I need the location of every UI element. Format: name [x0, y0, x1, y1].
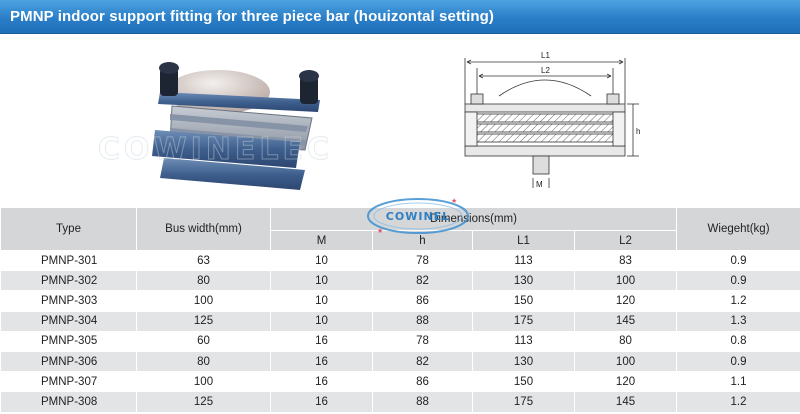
cell-m: 16: [271, 372, 373, 392]
cell-weight: 0.8: [677, 331, 800, 351]
cell-m: 16: [271, 392, 373, 412]
cell-bus-width: 100: [137, 291, 271, 311]
cell-l1: 113: [473, 331, 575, 351]
cell-weight: 0.9: [677, 351, 800, 371]
cell-l2: 80: [575, 331, 677, 351]
table-row: [1, 271, 800, 291]
cell-l2: 100: [575, 271, 677, 291]
header-dimensions: Dimensions(mm): [271, 208, 677, 231]
logo-text: COWINEL: [385, 210, 451, 223]
cell-bus-width: 63: [137, 251, 271, 271]
cell-m: 10: [271, 251, 373, 271]
page-title: PMNP indoor support fitting for three piece bar (houizontal setting): [10, 8, 495, 25]
cell-h: 86: [373, 372, 473, 392]
cell-weight: 1.1: [677, 372, 800, 392]
watermark: COWINELEC: [98, 132, 333, 167]
header-l1: L1: [473, 231, 575, 251]
cell-l2: 100: [575, 351, 677, 371]
table-row: [1, 311, 800, 331]
svg-text:★: ★: [377, 227, 384, 235]
cell-l1: 175: [473, 311, 575, 331]
table-row: [1, 351, 800, 371]
cell-h: 88: [373, 311, 473, 331]
title-bar: [0, 0, 800, 34]
dim-label-l1: L1: [541, 51, 550, 60]
cell-weight: 1.3: [677, 311, 800, 331]
dim-label-m: M: [536, 180, 543, 189]
cell-weight: 1.2: [677, 291, 800, 311]
header-h: h: [373, 231, 473, 251]
cell-type: PMNP-302: [1, 271, 137, 291]
cell-h: 86: [373, 291, 473, 311]
cell-h: 88: [373, 392, 473, 412]
cell-l1: 130: [473, 351, 575, 371]
cell-m: 10: [271, 271, 373, 291]
cell-weight: 0.9: [677, 271, 800, 291]
product-photo: [100, 50, 350, 200]
dim-label-l2: L2: [541, 66, 550, 75]
cell-type: PMNP-304: [1, 311, 137, 331]
header-weight: Wiegeht(kg): [677, 208, 800, 251]
cell-type: PMNP-308: [1, 392, 137, 412]
cell-h: 78: [373, 331, 473, 351]
cell-type: PMNP-306: [1, 351, 137, 371]
table-row: [1, 372, 800, 392]
cell-h: 78: [373, 251, 473, 271]
cell-bus-width: 60: [137, 331, 271, 351]
cell-m: 10: [271, 291, 373, 311]
cell-h: 82: [373, 271, 473, 291]
technical-drawing: [455, 44, 655, 194]
table-row: [1, 291, 800, 311]
cell-bus-width: 80: [137, 351, 271, 371]
cell-m: 16: [271, 331, 373, 351]
cell-l2: 145: [575, 392, 677, 412]
cell-l2: 120: [575, 291, 677, 311]
cell-h: 82: [373, 351, 473, 371]
cell-l1: 175: [473, 392, 575, 412]
cell-m: 10: [271, 311, 373, 331]
header-type: Type: [1, 208, 137, 251]
cell-type: PMNP-303: [1, 291, 137, 311]
cell-m: 16: [271, 351, 373, 371]
cell-bus-width: 125: [137, 311, 271, 331]
header-m: M: [271, 231, 373, 251]
cell-l2: 145: [575, 311, 677, 331]
cell-bus-width: 125: [137, 392, 271, 412]
cell-l1: 130: [473, 271, 575, 291]
cell-weight: 1.2: [677, 392, 800, 412]
header-l2: L2: [575, 231, 677, 251]
header-bus-width: Bus width(mm): [137, 208, 271, 251]
cell-weight: 0.9: [677, 251, 800, 271]
cell-l1: 150: [473, 372, 575, 392]
table-row: [1, 331, 800, 351]
dim-label-h: h: [636, 127, 641, 136]
cowinel-logo: [363, 193, 473, 239]
cell-l1: 150: [473, 291, 575, 311]
cell-type: PMNP-307: [1, 372, 137, 392]
table-row: [1, 251, 800, 271]
svg-text:★: ★: [451, 197, 458, 205]
table-row: [1, 392, 800, 412]
cell-bus-width: 100: [137, 372, 271, 392]
cell-l1: 113: [473, 251, 575, 271]
cell-type: PMNP-305: [1, 331, 137, 351]
cell-bus-width: 80: [137, 271, 271, 291]
cell-type: PMNP-301: [1, 251, 137, 271]
cell-l2: 83: [575, 251, 677, 271]
cell-l2: 120: [575, 372, 677, 392]
